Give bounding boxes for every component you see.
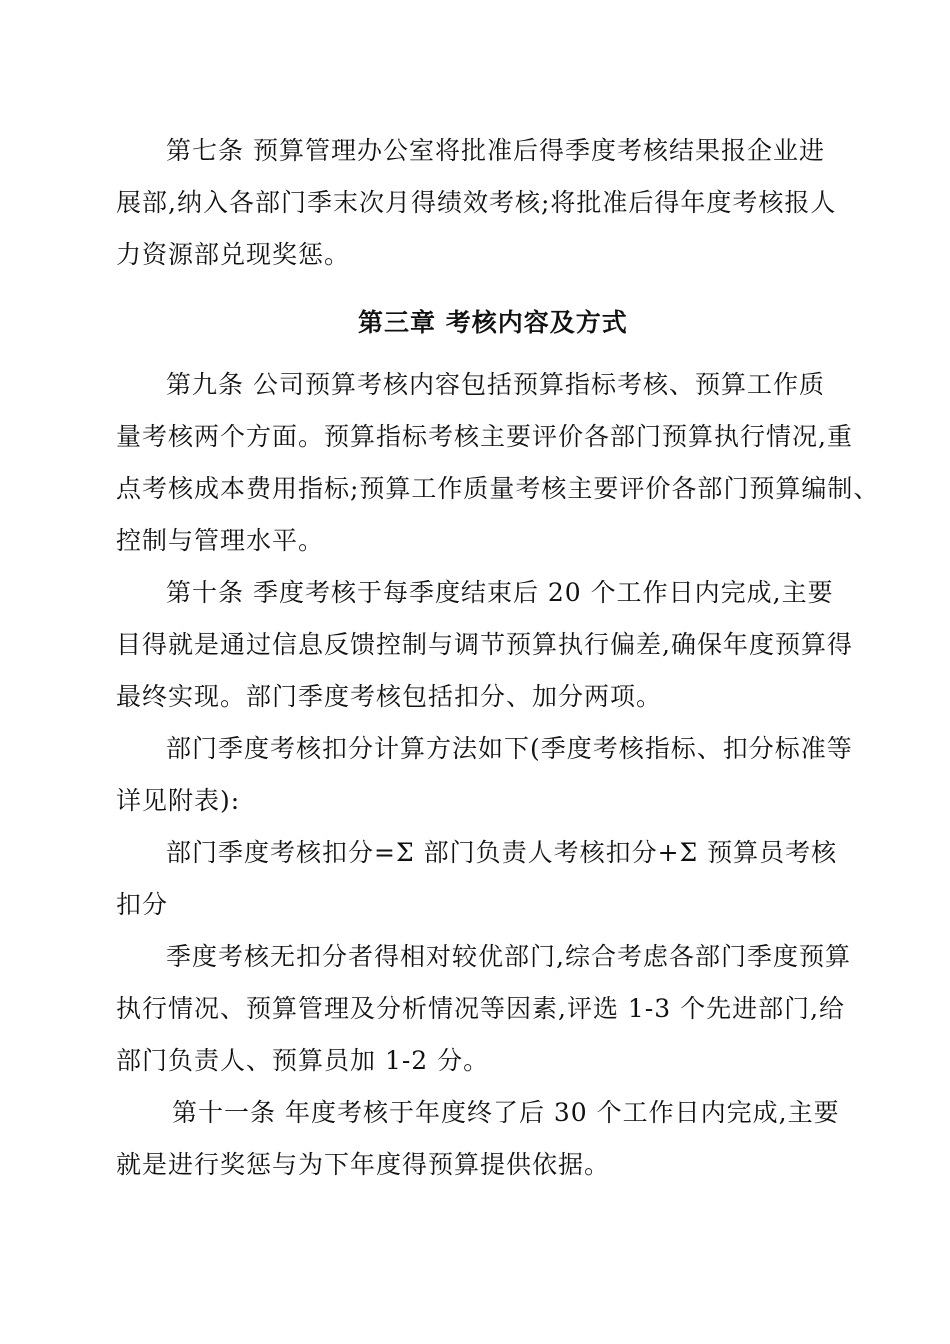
article-7-line-2: 展部,纳入各部门季末次月得绩效考核;将批准后得年度考核报人 bbox=[116, 188, 837, 217]
method-line-2: 详见附表): bbox=[116, 786, 241, 815]
article-10-line-1: 第十条 季度考核于每季度结束后 20 个工作日内完成,主要 bbox=[166, 578, 834, 607]
article-9-line-2: 量考核两个方面。预算指标考核主要评价各部门预算执行情况,重 bbox=[116, 422, 853, 451]
method-line-1: 部门季度考核扣分计算方法如下(季度考核指标、扣分标准等 bbox=[166, 734, 853, 763]
article-9-line-1: 第九条 公司预算考核内容包括预算指标考核、预算工作质 bbox=[166, 370, 825, 399]
article-9-line-4: 控制与管理水平。 bbox=[116, 526, 325, 555]
article-7-line-3: 力资源部兑现奖惩。 bbox=[116, 240, 351, 269]
article-10-line-3: 最终实现。部门季度考核包括扣分、加分两项。 bbox=[116, 682, 663, 711]
formula-line-1: 部门季度考核扣分=Σ 部门负责人考核扣分+Σ 预算员考核 bbox=[166, 838, 838, 867]
article-9-line-3: 点考核成本费用指标;预算工作质量考核主要评价各部门预算编制、 bbox=[116, 474, 880, 503]
bonus-line-3: 部门负责人、预算员加 1-2 分。 bbox=[116, 1046, 490, 1075]
bonus-line-1: 季度考核无扣分者得相对较优部门,综合考虑各部门季度预算 bbox=[166, 942, 851, 971]
article-7-line-1: 第七条 预算管理办公室将批准后得季度考核结果报企业进 bbox=[166, 136, 825, 165]
article-10-line-2: 目得就是通过信息反馈控制与调节预算执行偏差,确保年度预算得 bbox=[116, 630, 853, 659]
formula-line-2: 扣分 bbox=[116, 890, 169, 919]
bonus-line-2: 执行情况、预算管理及分析情况等因素,评选 1-3 个先进部门,给 bbox=[116, 994, 846, 1023]
article-11-line-2: 就是进行奖惩与为下年度得预算提供依据。 bbox=[116, 1150, 611, 1179]
chapter-3-heading: 第三章 考核内容及方式 bbox=[358, 308, 628, 337]
article-11-line-1: 第十一条 年度考核于年度终了后 30 个工作日内完成,主要 bbox=[172, 1098, 840, 1127]
